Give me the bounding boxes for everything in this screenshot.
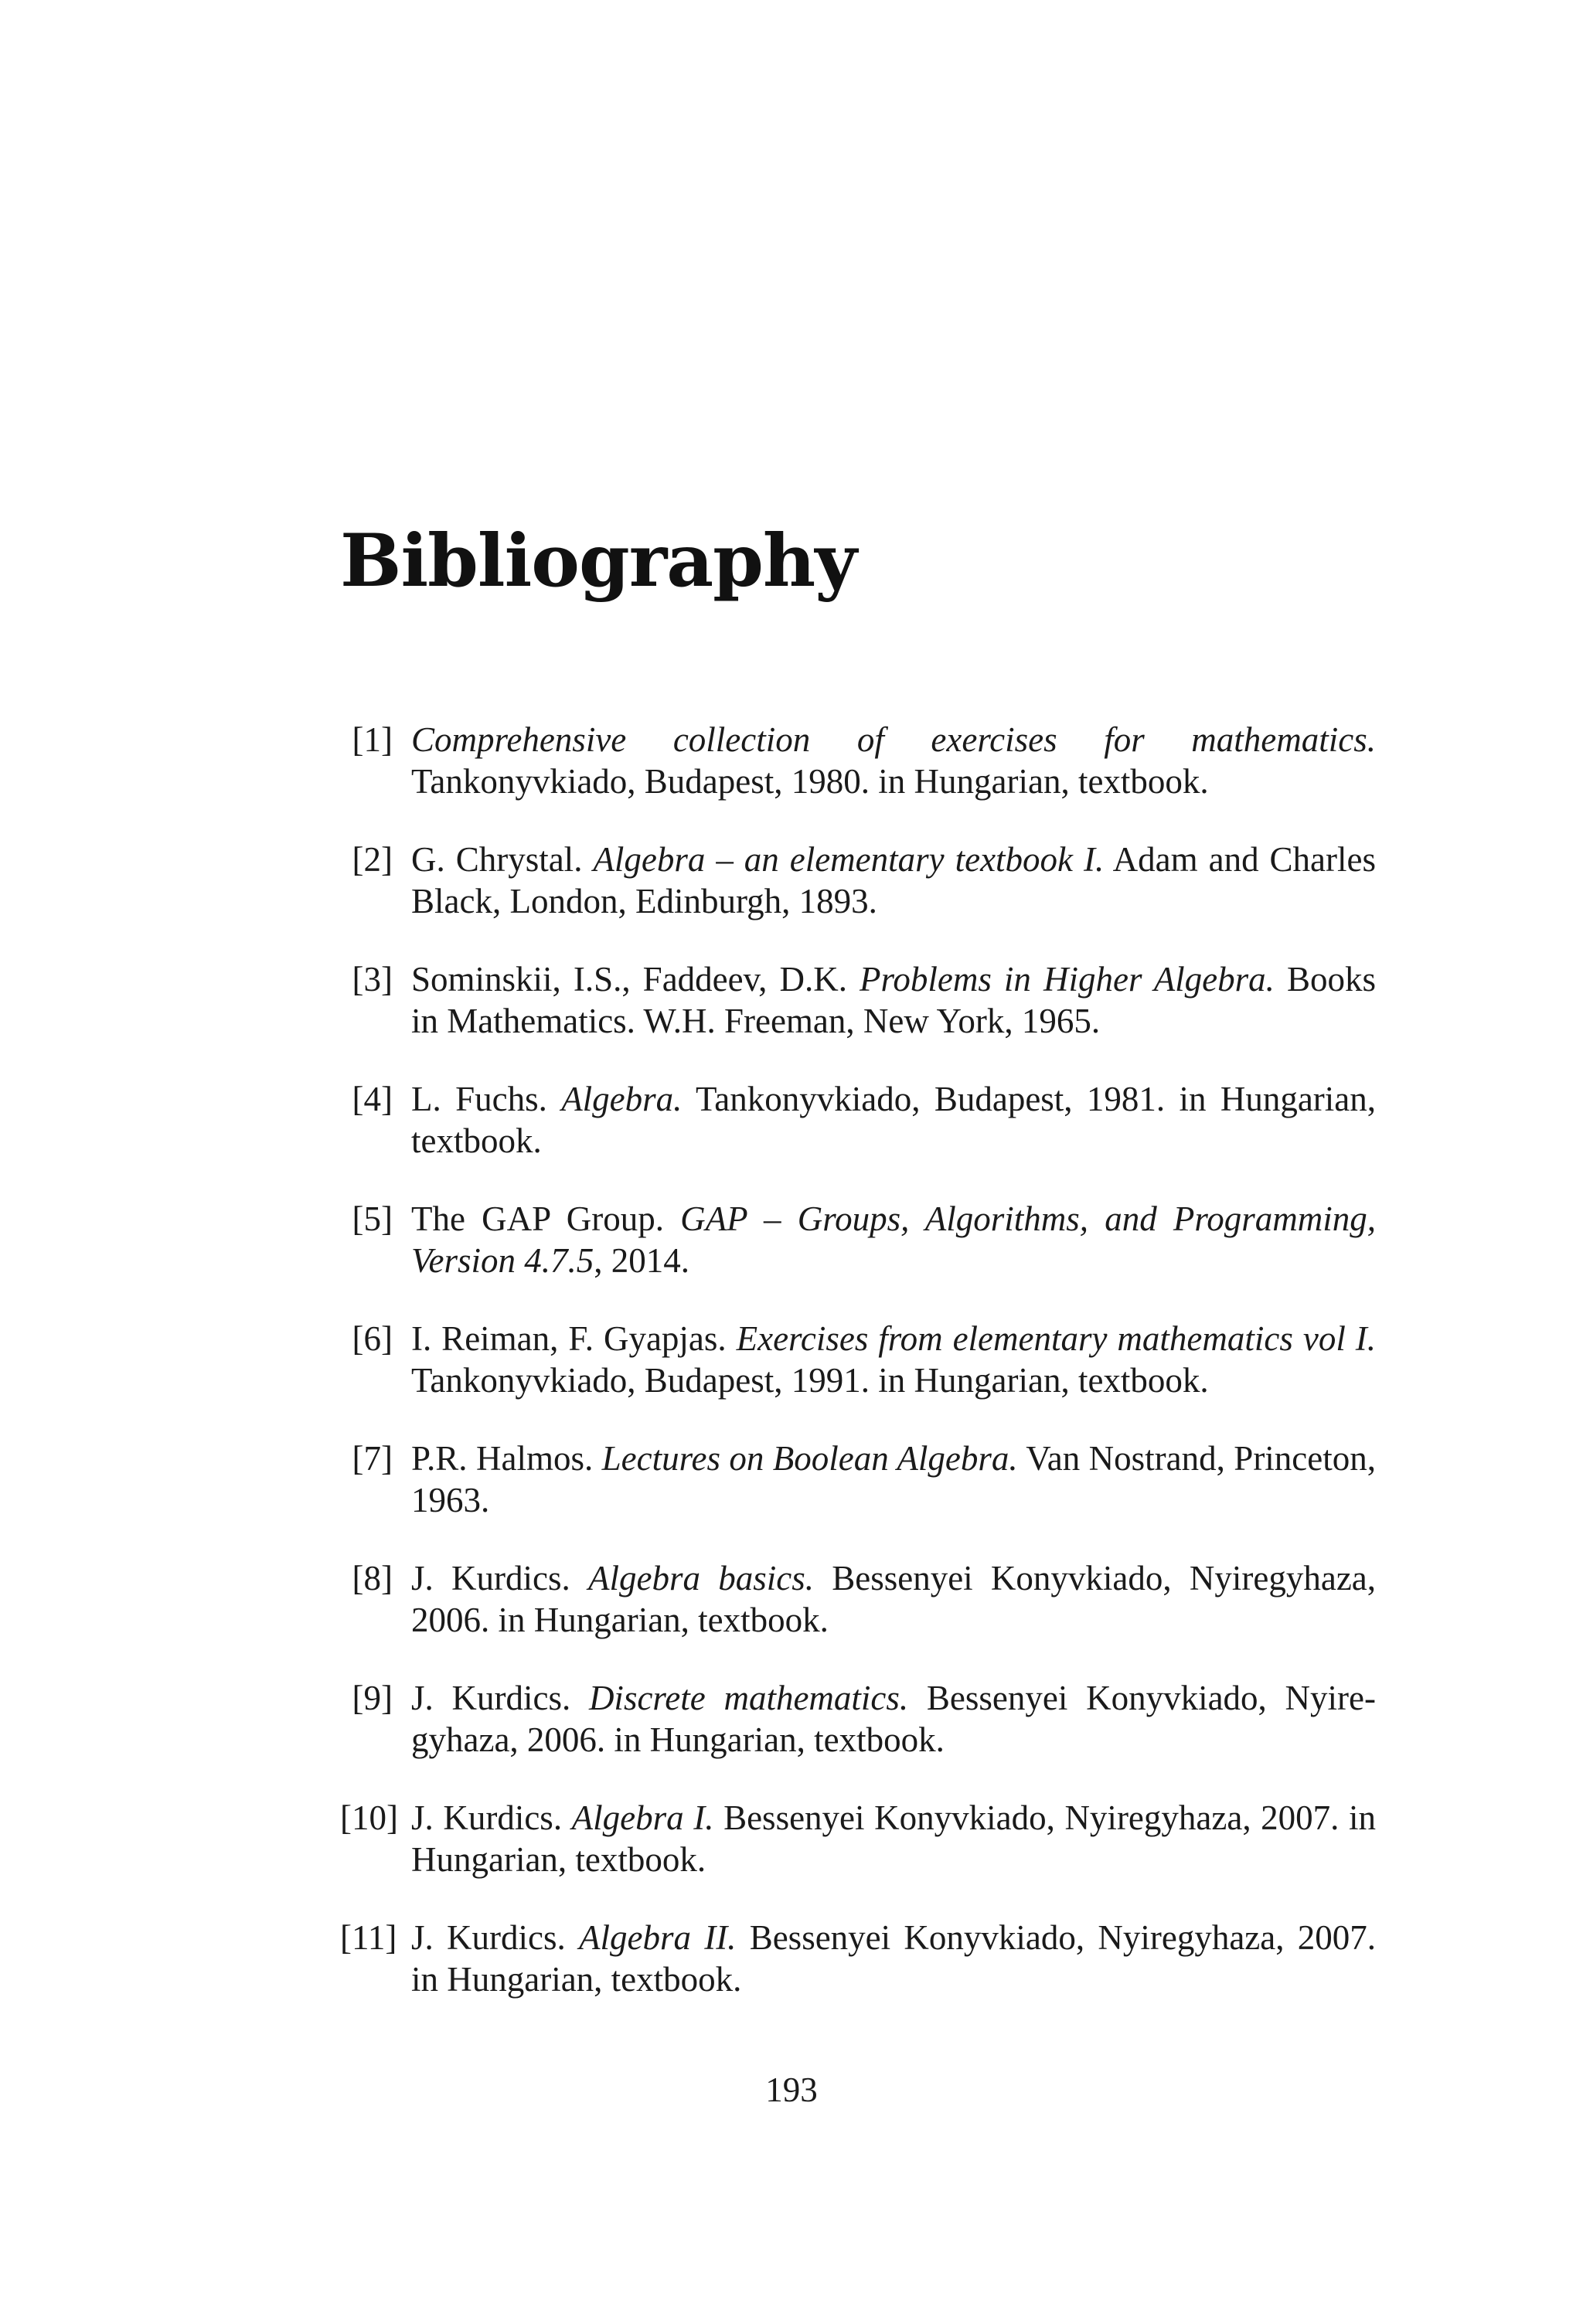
page-number: 193 bbox=[765, 2071, 818, 2109]
bibliography-entry bbox=[340, 839, 1376, 922]
entry-label: [4] bbox=[352, 1080, 393, 1118]
entry-title: Algebra I. bbox=[571, 1798, 714, 1837]
entry-publication: Books in Mathematics. W.H. Freeman, New York, 1965. bbox=[411, 960, 1376, 1040]
entry-author: J. Kurdics. bbox=[411, 1679, 589, 1717]
entry-title: Problems in Higher Algebra. bbox=[860, 960, 1275, 999]
entry-author: P.R. Halmos. bbox=[411, 1439, 602, 1478]
entry-title: Algebra. bbox=[561, 1080, 683, 1118]
entry-publication: Tankonyvkiado, Budapest, 1981. in Hungarian, textbook. bbox=[411, 1080, 1376, 1160]
entry-publication: Adam and Charles Black, London, Edinburgh, 1893. bbox=[411, 840, 1376, 920]
entry-title: Lectures on Boolean Algebra. bbox=[601, 1439, 1018, 1478]
entry-publication: Tankonyvkiado, Budapest, 1980. in Hungarian, textbook. bbox=[411, 762, 1209, 801]
bibliography-entry bbox=[340, 1557, 1376, 1641]
entry-text bbox=[411, 1918, 1376, 1999]
bibliography-entry bbox=[340, 1917, 1376, 2000]
entry-label: [11] bbox=[340, 1918, 397, 1957]
entry-text bbox=[411, 1439, 1376, 1519]
entry-text bbox=[411, 960, 1376, 1040]
bibliography-entry bbox=[340, 1318, 1376, 1401]
entry-label: [1] bbox=[352, 720, 393, 759]
entry-title: GAP – Groups, Algorithms, and Programming, Version 4.7.5 bbox=[411, 1199, 1377, 1280]
bibliography-entry bbox=[340, 958, 1376, 1042]
entry-publication: Tankonyvkiado, Budapest, 1991. in Hungarian, textbook. bbox=[411, 1361, 1209, 1400]
entry-label: [9] bbox=[352, 1679, 393, 1717]
entry-author: J. Kurdics. bbox=[411, 1798, 572, 1837]
bibliography-entry bbox=[340, 1438, 1376, 1521]
entry-label: [7] bbox=[352, 1439, 393, 1478]
entry-publication: Bessenyei Konyvkiado, Nyiregyhaza, 2006. in Hungarian, textbook. bbox=[411, 1679, 1376, 1759]
entry-author: The GAP Group. bbox=[411, 1199, 681, 1238]
bibliography-entry bbox=[340, 1797, 1376, 1880]
chapter-title: Bibliography bbox=[340, 519, 856, 604]
entry-label: [6] bbox=[352, 1319, 393, 1358]
entry-title: Comprehensive collection of exercises for mathematics. bbox=[411, 720, 1376, 759]
entry-label: [10] bbox=[340, 1798, 398, 1837]
entry-publication: Bessenyei Konyvkiado, Nyiregyhaza, 2007. in Hungarian, textbook. bbox=[411, 1798, 1376, 1879]
bibliography-entry bbox=[340, 1677, 1376, 1761]
entry-title: Discrete mathematics. bbox=[588, 1679, 909, 1717]
entry-author: J. Kurdics. bbox=[411, 1918, 579, 1957]
entry-publication: Bessenyei Konyvkiado, Nyiregyhaza, 2006. in Hungarian, textbook. bbox=[411, 1559, 1377, 1639]
entry-text bbox=[411, 1319, 1376, 1400]
bibliography-entry bbox=[340, 719, 1376, 802]
entry-author: L. Fuchs. bbox=[411, 1080, 562, 1118]
entry-label: [3] bbox=[352, 960, 393, 999]
entry-publication: , 2014. bbox=[594, 1241, 689, 1280]
entry-label: [8] bbox=[352, 1559, 393, 1598]
bibliography-entry bbox=[340, 1198, 1376, 1281]
entry-text bbox=[411, 720, 1376, 801]
entry-publication: Bessenyei Konyvkiado, Nyiregyhaza, 2007. in Hungarian, textbook. bbox=[411, 1918, 1376, 1999]
entry-text bbox=[411, 1679, 1376, 1759]
entry-text bbox=[411, 840, 1376, 920]
bibliography-entry bbox=[340, 1078, 1376, 1162]
entry-title: Algebra II. bbox=[578, 1918, 737, 1957]
entry-author: I. Reiman, F. Gyapjas. bbox=[411, 1319, 737, 1358]
bibliography-list bbox=[340, 719, 1376, 2036]
entry-title: Algebra – an elementary textbook I. bbox=[593, 840, 1105, 879]
entry-title: Algebra basics. bbox=[587, 1559, 814, 1598]
entry-label: [2] bbox=[352, 840, 393, 879]
entry-author: G. Chrystal. bbox=[411, 840, 594, 879]
entry-label: [5] bbox=[352, 1199, 393, 1238]
entry-text bbox=[411, 1559, 1376, 1639]
entry-text bbox=[411, 1080, 1376, 1160]
entry-text bbox=[411, 1798, 1376, 1879]
entry-title: Exercises from elementary mathematics vol I. bbox=[736, 1319, 1376, 1358]
entry-publication: Van Nostrand, Princeton, 1963. bbox=[411, 1439, 1377, 1519]
entry-text bbox=[411, 1199, 1376, 1280]
entry-author: Sominskii, I.S., Faddeev, D.K. bbox=[411, 960, 860, 999]
entry-author: J. Kurdics. bbox=[411, 1559, 588, 1598]
